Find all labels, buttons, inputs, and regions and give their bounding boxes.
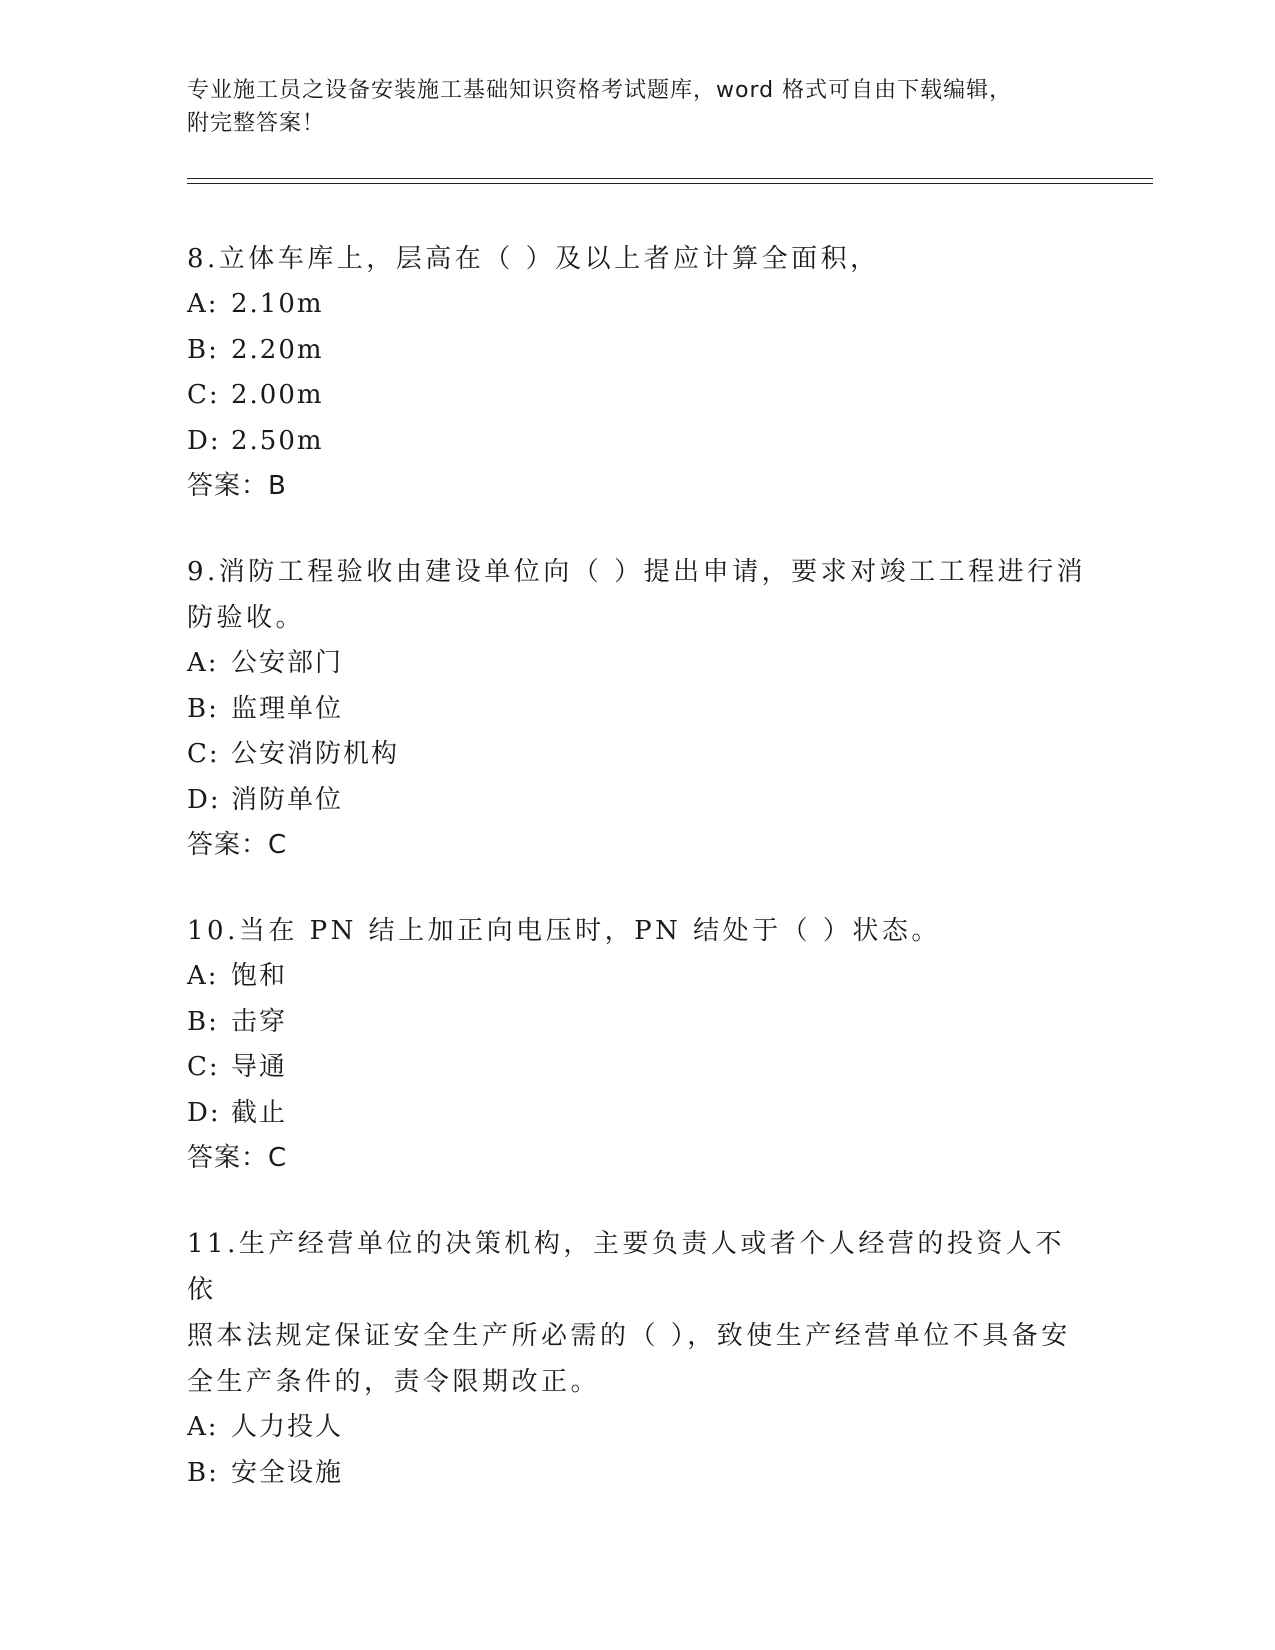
option-c [187, 1045, 1087, 1091]
option-text: 2.10m [231, 289, 324, 319]
option-label: C: [187, 380, 220, 410]
header-line-2: 附完整答案！ [187, 111, 326, 136]
stem-line: 防验收。 [187, 603, 306, 633]
option-label: A: [187, 961, 219, 991]
option-label: B: [187, 1006, 219, 1037]
option-label: B: [187, 334, 219, 365]
question-stem [187, 908, 1087, 954]
option-text: 导通 [231, 1052, 288, 1082]
question-10 [187, 908, 1087, 1181]
option-label: D: [187, 1097, 221, 1128]
answer-line: 答案：B [187, 471, 287, 501]
question-stem [187, 236, 1087, 282]
option-text: 2.20m [231, 334, 324, 365]
option-text: 击穿 [231, 1006, 288, 1037]
stem-line: 8.立体车库上，层高在（ ）及以上者应计算全面积， [187, 244, 880, 274]
question-list [187, 236, 1087, 1536]
option-a [187, 954, 1087, 1000]
header-line-1: 专业施工员之设备安装施工基础知识资格考试题库，word 格式可自由下载编辑， [187, 78, 1013, 103]
option-label: C: [187, 739, 220, 769]
option-c [187, 373, 1087, 419]
question-9 [187, 549, 1087, 868]
option-label: A: [187, 648, 219, 678]
option-label: D: [187, 784, 221, 815]
option-text: 2.50m [231, 425, 324, 456]
stem-line: 10.当在 PN 结上加正向电压时，PN 结处于（ ）状态。 [187, 916, 941, 946]
option-text: 人力投人 [231, 1412, 344, 1442]
stem-line: 9.消防工程验收由建设单位向（ ）提出申请，要求对竣工工程进行消 [187, 557, 1087, 587]
option-label: B: [187, 1457, 219, 1488]
question-8 [187, 236, 1087, 509]
option-label: B: [187, 693, 219, 724]
stem-line: 全生产条件的，责令限期改正。 [187, 1367, 601, 1397]
option-text: 公安消防机构 [231, 739, 400, 769]
option-label: A: [187, 289, 219, 319]
option-text: 饱和 [231, 961, 288, 991]
option-b [187, 1451, 1087, 1497]
option-b [187, 328, 1087, 374]
option-label: A: [187, 1412, 219, 1442]
answer-line: 答案：C [187, 1143, 288, 1173]
option-b [187, 687, 1087, 733]
document-header [187, 74, 1087, 140]
question-stem [187, 1221, 1087, 1405]
option-text: 消防单位 [231, 784, 344, 815]
option-d [187, 419, 1087, 465]
option-label: C: [187, 1052, 220, 1082]
option-a [187, 1405, 1087, 1451]
option-d [187, 778, 1087, 824]
question-stem [187, 549, 1087, 641]
option-c [187, 732, 1087, 778]
option-b [187, 1000, 1087, 1046]
option-text: 公安部门 [231, 648, 344, 678]
stem-line: 照本法规定保证安全生产所必需的（ ），致使生产经营单位不具备安 [187, 1321, 1071, 1351]
option-label: D: [187, 425, 221, 456]
option-a [187, 282, 1087, 328]
option-text: 监理单位 [231, 693, 344, 724]
option-text: 2.00m [231, 380, 324, 410]
stem-line: 11.生产经营单位的决策机构，主要负责人或者个人经营的投资人不依 [187, 1229, 1065, 1305]
option-text: 截止 [231, 1097, 288, 1128]
answer-line: 答案：C [187, 830, 288, 860]
header-rule-bottom [187, 183, 1153, 184]
option-text: 安全设施 [231, 1457, 344, 1488]
header-rule-top [187, 178, 1153, 179]
question-11 [187, 1221, 1087, 1496]
option-d [187, 1091, 1087, 1137]
option-a [187, 641, 1087, 687]
